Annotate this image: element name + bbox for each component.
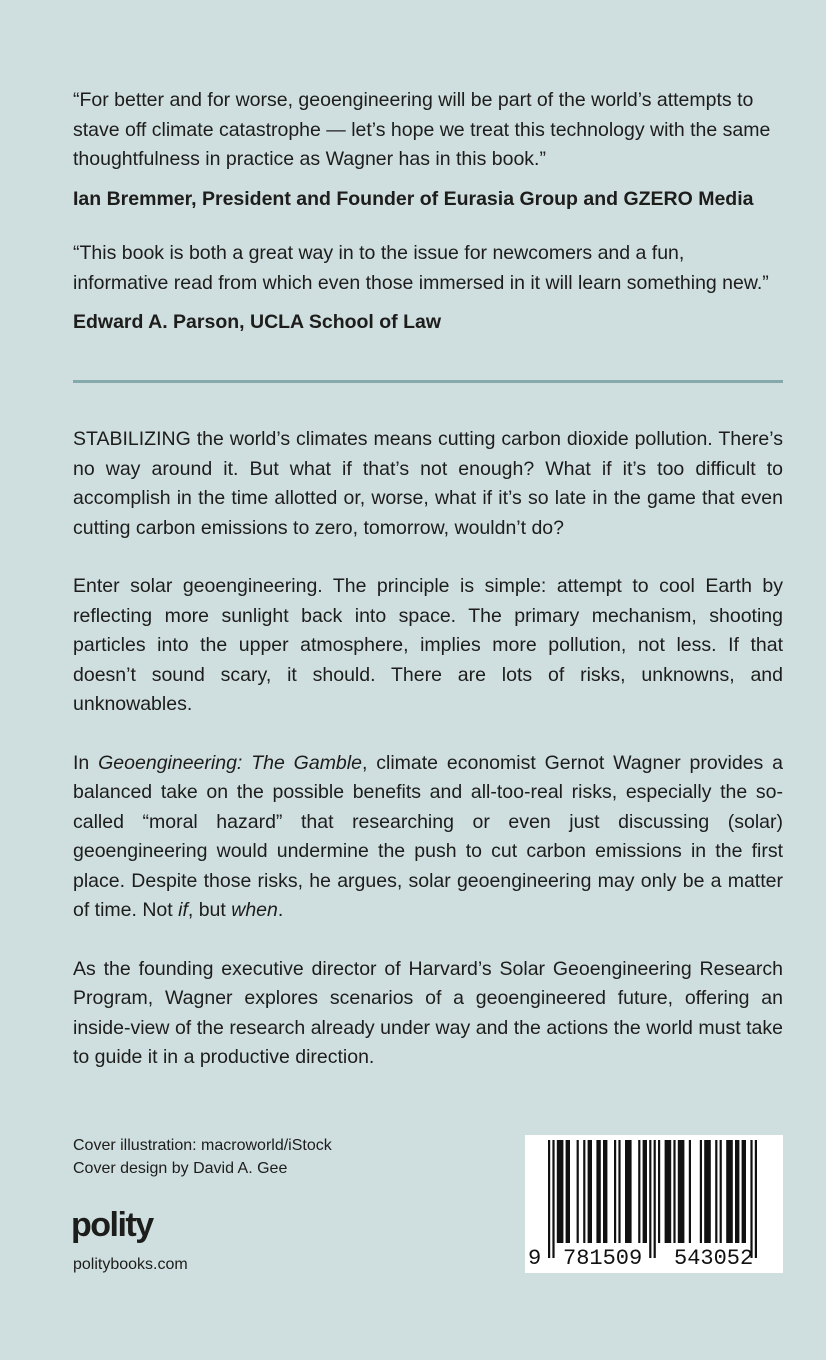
barcode-bar (596, 1140, 600, 1243)
barcode-bar (603, 1140, 607, 1243)
barcode-bar (689, 1140, 691, 1243)
barcode-right-digits: 543052 (674, 1246, 754, 1271)
barcode-bar (726, 1140, 733, 1243)
barcode-bar (665, 1140, 672, 1243)
description-paragraph: In Geoengineering: The Gamble, climate economist Gernot Wagner provides a balanced take on the possible benefits and all-too-real risks, especially the so-called “moral hazard” that researching or even just discussing (solar) geoengineering would undermine the push to cut carbon emissions in the first place. Despite those risks, he argues, solar geoengineering may only be a matter of time. Not if, but when. (73, 751, 783, 921)
barcode-bar (557, 1140, 564, 1243)
barcode-bar (649, 1140, 651, 1258)
publisher-website: politybooks.com (73, 1256, 188, 1273)
isbn-barcode (525, 1135, 783, 1273)
barcode-bar (618, 1140, 620, 1243)
barcode-bar (678, 1140, 685, 1243)
barcode-bar (588, 1140, 592, 1243)
barcode-bar (750, 1140, 752, 1258)
barcode-bar (735, 1140, 739, 1243)
barcode-bar (625, 1140, 632, 1243)
barcode-bar (755, 1140, 757, 1258)
barcode-bar (720, 1140, 722, 1243)
book-title: Geoengineering: The Gamble (98, 751, 362, 774)
barcode-bar (638, 1140, 640, 1243)
barcode-bar (704, 1140, 711, 1243)
publisher-logo: polity (71, 1206, 153, 1244)
quote-text: “This book is both a great way in to the issue for newcomers and a fun, informative read from which even those immersed in it will learn something new.” (73, 242, 769, 294)
quote-block-1 (73, 86, 783, 213)
barcode-bar (552, 1140, 554, 1258)
barcode-bar (700, 1140, 702, 1243)
description-paragraph: Enter solar geoengineering. The principle is simple: attempt to cool Earth by reflecting more sunlight back into space. The primary mechanism, shooting particles into the upper atmosphere, implies more pollution, not less. If that doesn’t sound scary, it should. There are lots of risks, unknowns, and unknowables. (73, 575, 783, 715)
description-paragraph: STABILIZING the world’s climates means cutting carbon dioxide pollution. There’s no way around it. But what if that’s not enough? What if it’s too difficult to accomplish in the time allotted or, worse, what if it’s so late in the game that even cutting carbon emissions to zero, tomorrow, wouldn’t do? (73, 428, 783, 539)
divider-rule (73, 380, 783, 383)
barcode-bar (673, 1140, 675, 1243)
barcode-bar (643, 1140, 647, 1243)
barcode-bar (566, 1140, 570, 1243)
quote-text: “For better and for worse, geoengineering will be part of the world’s attempts to stave off climate catastrophe — let’s hope we treat this technology with the same thoughtfulness in practice as Wagner has in this book.” (73, 89, 771, 170)
barcode-bar (742, 1140, 746, 1243)
barcode-bar (614, 1140, 616, 1243)
barcode-bar (577, 1140, 579, 1243)
barcode-left-digits: 781509 (563, 1246, 643, 1271)
barcode-bar (548, 1140, 550, 1258)
quote-attribution: Ian Bremmer, President and Founder of Eurasia Group and GZERO Media (73, 187, 754, 210)
design-credit: Cover design by David A. Gee (73, 1160, 288, 1177)
book-description (73, 425, 783, 1073)
barcode-bar (654, 1140, 656, 1258)
barcode-lead-digit: 9 (528, 1246, 542, 1271)
barcode-bar (583, 1140, 585, 1243)
illustration-credit: Cover illustration: macroworld/iStock (73, 1137, 332, 1154)
quote-attribution: Edward A. Parson, UCLA School of Law (73, 311, 442, 333)
cover-credits (73, 1134, 332, 1180)
barcode-bar (715, 1140, 717, 1243)
barcode-bar (658, 1140, 660, 1243)
description-paragraph: As the founding executive director of Harvard’s Solar Geoengineering Research Program, Wagner explores scenarios of a geoengineered future, offering an inside-view of the research already under way and the actions the world must take to guide it in a productive direction. (73, 957, 783, 1068)
quote-block-2 (73, 239, 783, 336)
